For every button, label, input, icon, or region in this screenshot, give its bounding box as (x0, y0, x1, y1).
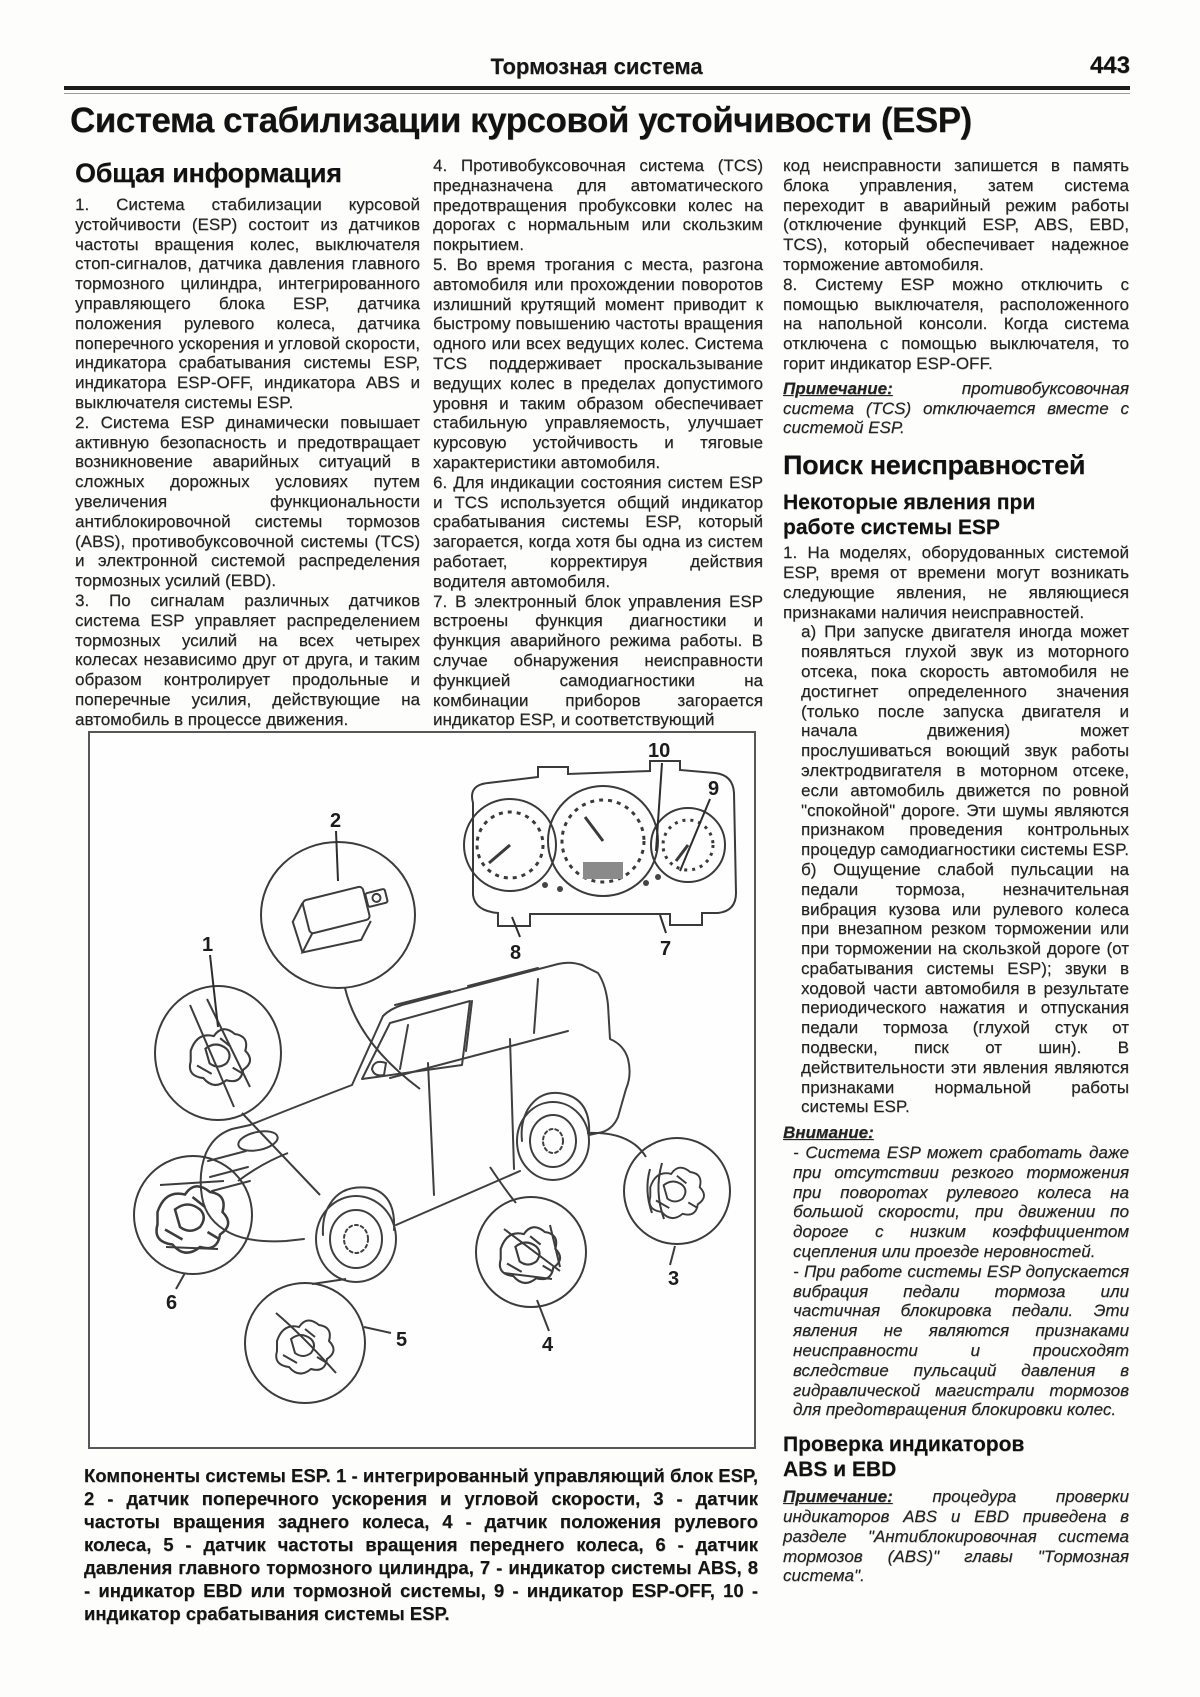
paragraph-1: 1. Система стабилизации курсовой устойчивости (ESP) состоит из датчиков частоты вращения колес, выключателя стоп-сигналов, датчика давления главного тормозного цилиндра, интегрированного управляющего блока ESP, датчика положения рулевого колеса, датчика поперечного ускорения и угловой скорости, индикатора срабатывания системы ESP, индикатора ESP-OFF, индикатора ABS и выключателя системы ESP. (75, 195, 420, 412)
trouble-paragraph-1: 1. На моделях, оборудованных системой ESP, время от времени могут возникать следующие явления, не являющиеся признаками наличия неисправностей. (783, 543, 1129, 622)
callout-4-steering-sensor (476, 1167, 586, 1331)
header-rule (64, 86, 1130, 90)
paragraph-3: 3. По сигналам различных датчиков система ESP управляет распределением тормозных усилий на всех четырех колесах независимо друг от друга, и таким образом контролирует продольные и поперечные усилия, действующие на автомобиль в процессе движения. (75, 590, 420, 729)
callout-2-control-unit (261, 842, 420, 1089)
instrument-cluster-drawing (464, 761, 736, 926)
esp-components-drawing (90, 733, 754, 1447)
note-text-2: процедура проверки индикаторов ABS и EBD приведена в разделе "Антиблокировочная система тормозов (ABS)" главы "Тормозная система". (783, 1487, 1129, 1586)
paragraph-5: 5. Во время трогания с места, разгона автомобиля или прохождении поворотов излишний крутящий момент приводит к быстрому повышению частоты вращения одного или всех ведущих колес. Система TCS поддерживает проскальзывание ведущих колес в пределах допустимого уровня и таким образом обеспечивает стабильную управляемость, улучшает курсовую устойчивость и тяговые характеристики автомобиля. (433, 254, 763, 472)
esp-components-figure (88, 731, 756, 1449)
car-drawing (201, 963, 630, 1282)
figure-label-4: 4 (542, 1334, 554, 1356)
warning-item-1: - Система ESP может сработать даже при отсутствии резкого торможения при поворотах рулевого колеса на большой скорости, при движении по дороге с низким коэффициентом сцепления или проезде неровностей. (793, 1143, 1129, 1262)
trouble-item-a: а) При запуске двигателя иногда может появляться глухой звук из моторного отсека, пока скорость автомобиля не достигнет определенного значения (только после запуска двигателя и начала движения) может прослушиваться воющий звук работы электродвигателя в моторном отсеке, если автомобиль движется по ровной "спокойной" дороге. Эти шумы являются признаком проведения контрольных процедур самодиагностики системы ESP. (801, 622, 1129, 860)
troubleshooting-heading: Поиск неисправностей (783, 450, 1086, 481)
warning-label: Внимание: (783, 1123, 874, 1143)
paragraph-7-continued: код неисправности запишется в память блока управления, затем система переходит в аварийный режим работы (отключение функций ESP, ABS, EBD, TCS), который обеспечивает надежное торможение автомобиля. (783, 156, 1129, 274)
check-indicators-heading: Проверка индикаторов ABS и EBD (783, 1433, 1025, 1482)
callout-1-wheel-sensor (155, 986, 320, 1195)
figure-label-10: 10 (648, 740, 671, 762)
page-number: 443 (1089, 52, 1130, 79)
paragraph-7: 7. В электронный блок управления ESP встроены функция диагностики и функция аварийного режима работы. В случае обнаружения неисправности функцией самодиагностики на комбинации приборов загорается индикатор ESP, и соответствующий (433, 591, 763, 730)
paragraph-2: 2. Система ESP динамически повышает активную безопасность и предотвращает возникновение аварийных ситуаций в сложных дорожных условиях путем увеличения функциональности антиблокировочной системы тормозов (ABS), противобуксовочной системы (TCS) и электронной системой распределения тормозных усилий (EBD). (75, 412, 420, 591)
paragraph-6: 6. Для индикации состояния систем ESP и TCS используется общий индикатор срабатывания системы ESP, который загорается, когда хотя бы одна из систем работает, корректируя действия водителя автомобиля. (433, 472, 763, 591)
header-rule-shadow (64, 93, 1130, 94)
running-header-section: Тормозная система (490, 54, 703, 79)
callout-6-pressure-sensor (134, 1153, 288, 1289)
figure-label-9: 9 (708, 778, 720, 800)
note-text: противобуксовочная система (TCS) отключается вместе с системой ESP. (783, 378, 1129, 438)
note-label-2: Примечание: (783, 1487, 893, 1507)
callout-3-rear-wheel-sensor (587, 1133, 730, 1265)
figure-label-3: 3 (668, 1268, 680, 1290)
figure-label-7: 7 (660, 938, 672, 960)
paragraph-4: 4. Противобуксовочная система (TCS) предназначена для автоматического предотвращения пробуксовки колес на дорогах с нормальным или скользким покрытием. (433, 156, 763, 255)
figure-label-1: 1 (202, 934, 214, 956)
column-2 (433, 156, 763, 730)
figure-leader-lines (210, 763, 710, 1027)
note-label: Примечание: (783, 378, 893, 398)
figure-label-6: 6 (166, 1292, 178, 1314)
phenomena-subheading: Некоторые явления при работе системы ESP (783, 491, 1036, 540)
figure-caption: Компоненты системы ESP. 1 - интегрированный управляющий блок ESP, 2 - датчик поперечного ускорения и угловой скорости, 3 - датчик частоты вращения заднего колеса, 4 - датчик положения рулевого колеса, 5 - датчик частоты вращения переднего колеса, 6 - датчик давления главного тормозного цилиндра, 7 - индикатор системы ABS, 8 - индикатор EBD или тормозной системы, 9 - индикатор ESP-OFF, 10 - индикатор срабатывания системы ESP. (84, 1465, 758, 1624)
note-check (783, 1487, 1129, 1586)
general-info-heading: Общая информация (75, 158, 342, 188)
figure-label-5: 5 (396, 1329, 408, 1351)
paragraph-8: 8. Систему ESP можно отключить с помощью выключателя, расположенного на напольной консоли. Когда система отключена с помощью выключателя, то горит индикатор ESP-OFF. (783, 274, 1129, 373)
note-tcs (783, 379, 1129, 438)
column-1 (75, 158, 420, 730)
trouble-item-b: б) Ощущение слабой пульсации на педали тормоза, незначительная вибрация кузова или рулевого колеса при внезапном резком торможении или при торможении на скользкой дороге (от срабатывания системы ESP); звуки в ходовой части автомобиля в результате периодического нажатия и отпускания педали тормоза (глухой стук от подвески, писк от шин). В действительности эти явления являются признаками нормальной работы системы ESP. (801, 859, 1129, 1117)
column-3 (783, 156, 1129, 1590)
figure-label-8: 8 (510, 942, 522, 964)
figure-label-2: 2 (330, 810, 342, 832)
warning-item-2: - При работе системы ESP допускается вибрация педали тормоза или частичная блокировка педали. Эти явления не являются признаками неисправности и происходят вследствие пульсаций давления в гидравлической магистрали тормозов для предотвращения блокировки колес. (793, 1261, 1129, 1420)
callout-5-front-wheel-sensor (245, 1279, 391, 1403)
page-title: Система стабилизации курсовой устойчивости (ESP) (70, 101, 972, 140)
